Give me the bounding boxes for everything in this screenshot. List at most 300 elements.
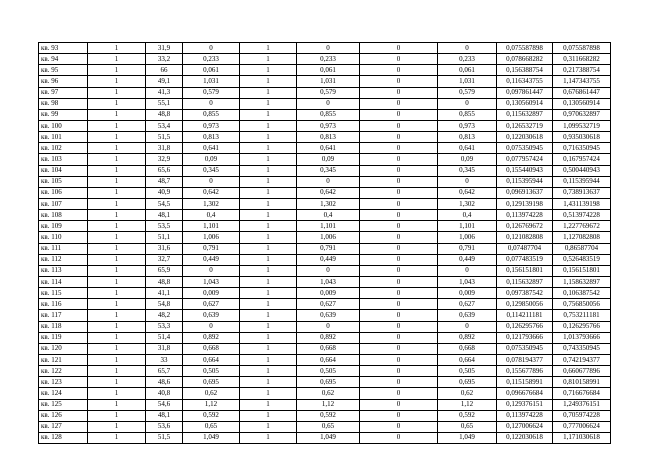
table-cell: 0,115395944 [497,176,553,187]
table-cell: 1 [240,265,297,276]
table-cell: 0,935030618 [553,132,611,143]
table-cell: 0,09 [183,154,240,165]
table-row [39,288,611,299]
table-cell: 1,249376151 [553,399,611,410]
apartment-cell: кв. 107 [39,198,88,209]
table-cell: 0,743350945 [553,343,611,354]
table-row [39,221,611,232]
table-cell: 54,6 [146,399,183,410]
table-cell: 49,1 [146,76,183,87]
table-row [39,432,611,443]
table-cell: 1 [240,321,297,332]
apartment-cell: кв. 126 [39,410,88,421]
table-cell: 0 [297,265,360,276]
table-cell: 0,061 [438,65,497,76]
table-cell: 0,09 [297,154,360,165]
table-cell: 0 [360,221,438,232]
table-cell: 0 [360,288,438,299]
table-cell: 1,031 [183,76,240,87]
table-row [39,421,611,432]
table-cell: 0,695 [438,377,497,388]
table-cell: 1 [240,76,297,87]
table-body [39,43,611,444]
table-cell: 1,101 [438,221,497,232]
apartment-cell: кв. 97 [39,87,88,98]
table-cell: 1 [88,254,146,265]
table-cell: 1 [88,332,146,343]
apartment-cell: кв. 118 [39,321,88,332]
table-cell: 0 [360,54,438,65]
table-cell: 0 [183,43,240,54]
table-cell: 53,4 [146,120,183,131]
table-cell: 1 [88,421,146,432]
table-cell: 0,668 [183,343,240,354]
table-cell: 0,009 [438,288,497,299]
table-cell: 0,738913637 [553,187,611,198]
table-cell: 1 [240,354,297,365]
table-row [39,265,611,276]
table-cell: 0,233 [438,54,497,65]
table-cell: 0 [360,198,438,209]
table-row [39,310,611,321]
apartment-cell: кв. 94 [39,54,88,65]
apartment-cell: кв. 109 [39,221,88,232]
table-cell: 0 [360,187,438,198]
table-cell: 1 [240,288,297,299]
table-cell: 1,101 [183,221,240,232]
table-cell: 0,855 [438,109,497,120]
table-cell: 1,006 [438,232,497,243]
table-cell: 65,6 [146,165,183,176]
table-cell: 0,075587898 [497,43,553,54]
table-row [39,198,611,209]
table-row [39,254,611,265]
table-cell: 1,099532719 [553,120,611,131]
table-cell: 0 [183,98,240,109]
table-cell: 65,7 [146,366,183,377]
table-cell: 0,121793666 [497,332,553,343]
table-cell: 0 [360,243,438,254]
table-cell: 0,505 [438,366,497,377]
table-cell: 1,043 [183,276,240,287]
table-cell: 1 [88,176,146,187]
table-cell: 0,791 [438,243,497,254]
table-cell: 0,973 [438,120,497,131]
table-cell: 0,695 [297,377,360,388]
table-cell: 31,8 [146,343,183,354]
table-cell: 0,627 [183,299,240,310]
table-cell: 1 [240,310,297,321]
apartment-cell: кв. 125 [39,399,88,410]
table-cell: 0,097861447 [497,87,553,98]
table-cell: 0 [360,98,438,109]
table-cell: 0,505 [297,366,360,377]
table-cell: 0 [438,265,497,276]
table-cell: 48,8 [146,109,183,120]
table-cell: 1 [240,421,297,432]
table-cell: 1 [240,87,297,98]
table-cell: 1 [240,143,297,154]
table-cell: 31,9 [146,43,183,54]
table-cell: 1,431139198 [553,198,611,209]
table-cell: 1 [88,232,146,243]
table-cell: 51,5 [146,132,183,143]
table-cell: 0,449 [297,254,360,265]
table-cell: 0,664 [183,354,240,365]
table-cell: 0,627 [438,299,497,310]
table-cell: 1 [88,288,146,299]
apartment-cell: кв. 121 [39,354,88,365]
table-cell: 0,753211181 [553,310,611,321]
table-cell: 31,6 [146,243,183,254]
table-cell: 0 [360,165,438,176]
table-row [39,332,611,343]
table-cell: 1 [240,54,297,65]
table-cell: 0,075350945 [497,143,553,154]
table-cell: 0,311668282 [553,54,611,65]
table-cell: 1,031 [438,76,497,87]
table-cell: 1 [240,343,297,354]
table-cell: 0 [360,421,438,432]
table-cell: 1,171030618 [553,432,611,443]
table-cell: 1 [88,321,146,332]
table-cell: 0 [360,87,438,98]
table-cell: 1,302 [438,198,497,209]
table-cell: 0,791 [183,243,240,254]
table-cell: 1 [240,176,297,187]
table-row [39,109,611,120]
table-cell: 0 [360,432,438,443]
table-cell: 1 [88,87,146,98]
table-cell: 0,449 [438,254,497,265]
table-cell: 53,5 [146,221,183,232]
table-cell: 1 [240,243,297,254]
table-cell: 0 [360,321,438,332]
table-cell: 41,3 [146,87,183,98]
table-cell: 0,62 [297,388,360,399]
table-cell: 0 [438,43,497,54]
table-cell: 1 [88,143,146,154]
table-cell: 51,4 [146,332,183,343]
table-cell: 0,061 [183,65,240,76]
apartment-cell: кв. 110 [39,232,88,243]
table-cell: 0,855 [297,109,360,120]
apartment-cell: кв. 108 [39,210,88,221]
table-cell: 1,049 [438,432,497,443]
table-cell: 1 [240,410,297,421]
table-cell: 0 [360,410,438,421]
table-cell: 0,078668282 [497,54,553,65]
table-cell: 0,156388754 [497,65,553,76]
table-cell: 1 [88,120,146,131]
table-cell: 0,641 [183,143,240,154]
table-cell: 0 [360,354,438,365]
table-cell: 0,664 [297,354,360,365]
table-cell: 54,5 [146,198,183,209]
table-cell: 0 [438,98,497,109]
table-cell: 0,096676684 [497,388,553,399]
table-cell: 0,156151801 [497,265,553,276]
table-row [39,176,611,187]
table-cell: 0,579 [297,87,360,98]
table-row [39,321,611,332]
table-cell: 1 [88,221,146,232]
table-cell: 0,09 [438,154,497,165]
table-cell: 0,096913637 [497,187,553,198]
table-cell: 0,114211181 [497,310,553,321]
table-cell: 0,233 [297,54,360,65]
table-cell: 0,855 [183,109,240,120]
table-cell: 0,130560914 [553,98,611,109]
table-cell: 1 [240,232,297,243]
table-cell: 1 [88,187,146,198]
table-cell: 1 [240,210,297,221]
table-cell: 0 [360,276,438,287]
table-cell: 65,9 [146,265,183,276]
table-row [39,276,611,287]
apartment-cell: кв. 119 [39,332,88,343]
table-row [39,132,611,143]
table-row [39,299,611,310]
table-row [39,98,611,109]
table-cell: 0,500440943 [553,165,611,176]
table-cell: 0,664 [438,354,497,365]
table-cell: 0,892 [438,332,497,343]
table-row [39,43,611,54]
table-cell: 0,813 [183,132,240,143]
table-cell: 0,217388754 [553,65,611,76]
table-cell: 0,716350945 [553,143,611,154]
table-cell: 0,122030618 [497,432,553,443]
table-cell: 48,8 [146,276,183,287]
apartment-cell: кв. 120 [39,343,88,354]
apartment-cell: кв. 100 [39,120,88,131]
table-cell: 1 [88,310,146,321]
apartment-cell: кв. 117 [39,310,88,321]
table-cell: 0 [360,366,438,377]
table-cell: 0 [297,321,360,332]
table-cell: 0,113974228 [497,210,553,221]
table-cell: 0,130560914 [497,98,553,109]
table-cell: 0,642 [297,187,360,198]
table-cell: 0,513974228 [553,210,611,221]
table-cell: 1 [240,154,297,165]
apartment-cell: кв. 105 [39,176,88,187]
table-cell: 0,077483519 [497,254,553,265]
table-cell: 0,075587898 [553,43,611,54]
table-cell: 1 [240,132,297,143]
table-cell: 0,526483519 [553,254,611,265]
table-cell: 0,077957424 [497,154,553,165]
table-cell: 1,043 [438,276,497,287]
table-cell: 1 [88,54,146,65]
table-row [39,165,611,176]
table-cell: 66 [146,65,183,76]
table-cell: 0,65 [183,421,240,432]
table-cell: 51,1 [146,232,183,243]
table-cell: 0,155440943 [497,165,553,176]
table-cell: 0,122030618 [497,132,553,143]
table-cell: 40,9 [146,187,183,198]
table-cell: 0,639 [297,310,360,321]
table-row [39,388,611,399]
table-cell: 0,233 [183,54,240,65]
table-cell: 1 [88,109,146,120]
table-cell: 0,4 [183,210,240,221]
table-cell: 0,65 [438,421,497,432]
table-cell: 1,12 [438,399,497,410]
table-cell: 1 [88,132,146,143]
table-cell: 1,158632897 [553,276,611,287]
table-cell: 0,155677896 [497,366,553,377]
apartment-cell: кв. 123 [39,377,88,388]
table-cell: 0,127006624 [497,421,553,432]
table-cell: 0 [360,65,438,76]
table-cell: 0 [438,321,497,332]
table-cell: 1 [88,98,146,109]
table-cell: 0 [360,143,438,154]
table-cell: 1,101 [297,221,360,232]
table-cell: 55,1 [146,98,183,109]
table-cell: 0,126295766 [497,321,553,332]
apartment-cell: кв. 99 [39,109,88,120]
table-cell: 40,8 [146,388,183,399]
table-cell: 32,9 [146,154,183,165]
table-cell: 1 [240,109,297,120]
table-cell: 1 [88,76,146,87]
table-cell: 1 [88,65,146,76]
table-cell: 0 [360,76,438,87]
table-cell: 0,345 [183,165,240,176]
table-cell: 0,641 [438,143,497,154]
table-cell: 0,716676684 [553,388,611,399]
table-cell: 1 [240,198,297,209]
table-cell: 0,592 [438,410,497,421]
table-cell: 0,668 [297,343,360,354]
apartment-cell: кв. 103 [39,154,88,165]
table-cell: 1 [240,65,297,76]
apartment-cell: кв. 101 [39,132,88,143]
table-cell: 0 [360,176,438,187]
table-cell: 0,4 [297,210,360,221]
table-cell: 0,973 [183,120,240,131]
table-cell: 1 [240,366,297,377]
apartment-cell: кв. 116 [39,299,88,310]
table-cell: 0,097387542 [497,288,553,299]
table-cell: 1 [88,243,146,254]
apartment-cell: кв. 98 [39,98,88,109]
table-cell: 0,970632897 [553,109,611,120]
table-cell: 1 [240,332,297,343]
table-cell: 1,147343755 [553,76,611,87]
table-cell: 0,627 [297,299,360,310]
table-cell: 1 [88,165,146,176]
table-cell: 0,009 [297,288,360,299]
table-row [39,120,611,131]
table-cell: 1,127082808 [553,232,611,243]
table-cell: 0 [360,210,438,221]
table-cell: 1 [88,210,146,221]
table-cell: 0,592 [297,410,360,421]
table-cell: 48,2 [146,310,183,321]
table-cell: 1 [88,299,146,310]
table-cell: 0,449 [183,254,240,265]
table-row [39,343,611,354]
table-cell: 0,742194377 [553,354,611,365]
table-cell: 1,049 [183,432,240,443]
table-cell: 0,639 [183,310,240,321]
table-cell: 0,115632897 [497,109,553,120]
table-cell: 0,668 [438,343,497,354]
table-cell: 0,579 [438,87,497,98]
table-cell: 0 [360,232,438,243]
table-cell: 48,1 [146,210,183,221]
table-row [39,143,611,154]
table-cell: 0,62 [438,388,497,399]
table-cell: 1 [240,165,297,176]
table-cell: 0,345 [297,165,360,176]
table-cell: 48,1 [146,410,183,421]
table-cell: 0,65 [297,421,360,432]
apartment-cell: кв. 113 [39,265,88,276]
table-cell: 0,115632897 [497,276,553,287]
table-cell: 0,129139198 [497,198,553,209]
table-cell: 0 [360,343,438,354]
table-cell: 1 [240,43,297,54]
table-cell: 1 [240,187,297,198]
table-cell: 0,075350945 [497,343,553,354]
table-cell: 0,116343755 [497,76,553,87]
apartment-cell: кв. 102 [39,143,88,154]
apartment-cell: кв. 128 [39,432,88,443]
apartment-cell: кв. 127 [39,421,88,432]
table-cell: 0,86587704 [553,243,611,254]
table-cell: 1,013793666 [553,332,611,343]
table-cell: 41,1 [146,288,183,299]
table-cell: 1 [88,354,146,365]
table-cell: 0,115158991 [497,377,553,388]
table-cell: 0 [360,132,438,143]
table-cell: 0,113974228 [497,410,553,421]
table-cell: 54,8 [146,299,183,310]
table-cell: 1 [240,399,297,410]
apartment-cell: кв. 124 [39,388,88,399]
table-cell: 0,078194377 [497,354,553,365]
table-cell: 1 [240,98,297,109]
table-cell: 0,813 [297,132,360,143]
table-cell: 0,777006624 [553,421,611,432]
table-cell: 0 [297,98,360,109]
table-cell: 0 [360,265,438,276]
table-cell: 48,7 [146,176,183,187]
table-cell: 1 [88,388,146,399]
table-cell: 0,345 [438,165,497,176]
table-cell: 0,592 [183,410,240,421]
table-cell: 0 [360,310,438,321]
apartment-cell: кв. 112 [39,254,88,265]
table-cell: 1,302 [183,198,240,209]
table-cell: 0,756850056 [553,299,611,310]
table-cell: 0,660677896 [553,366,611,377]
table-cell: 0,810158991 [553,377,611,388]
table-cell: 1 [88,366,146,377]
table-row [39,65,611,76]
apartment-cell: кв. 96 [39,76,88,87]
table-cell: 0,813 [438,132,497,143]
table-cell: 0,061 [297,65,360,76]
apartment-cell: кв. 104 [39,165,88,176]
table-cell: 0,126295766 [553,321,611,332]
